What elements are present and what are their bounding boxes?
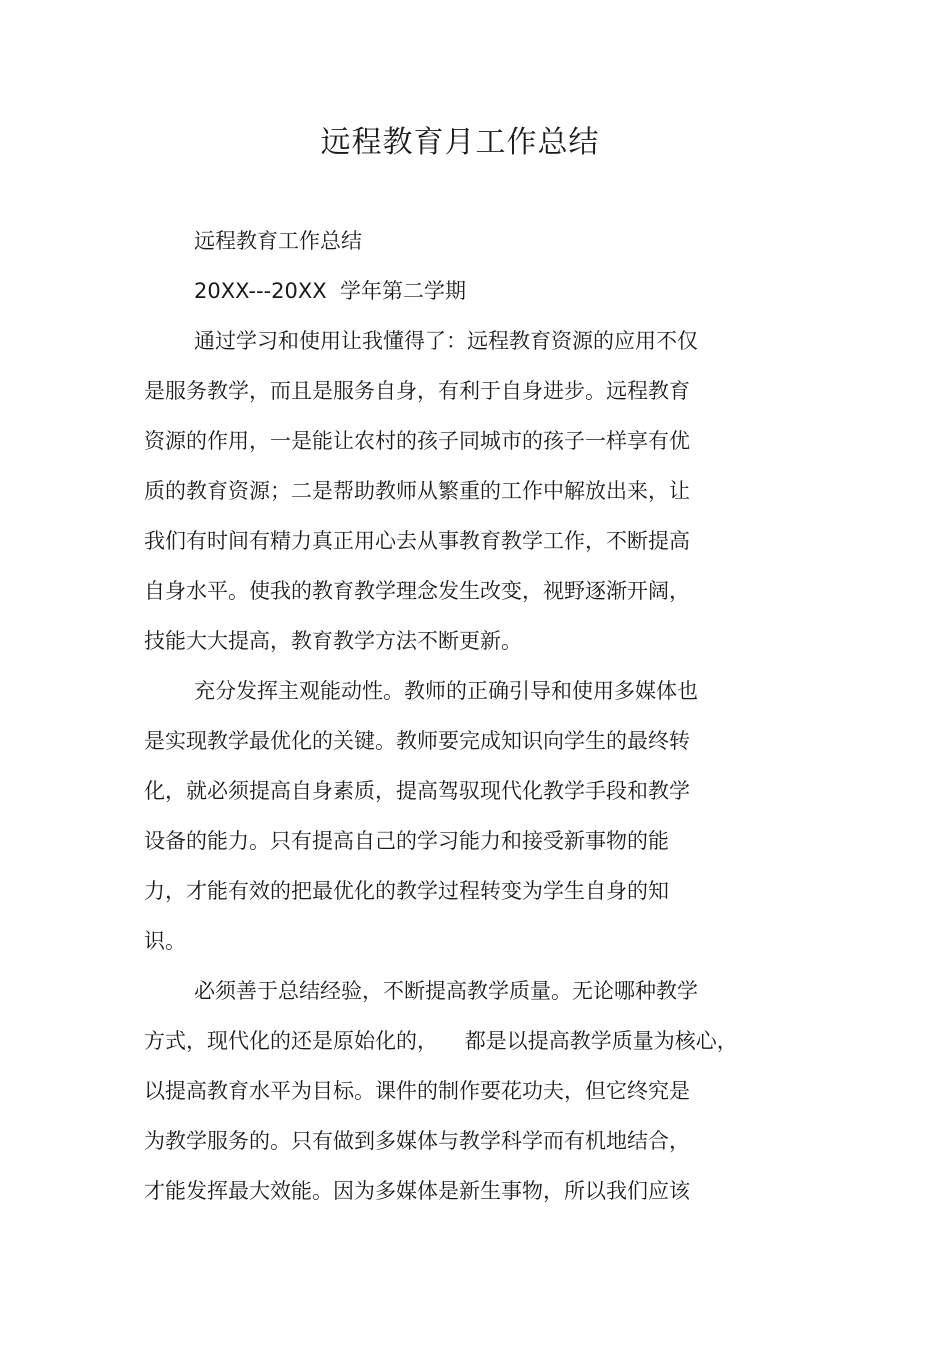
paragraph-1-line-2: 是服务教学，而且是服务自身，有利于自身进步。远程教育: [144, 379, 690, 403]
paragraph-2-line-5: 力，才能有效的把最优化的教学过程转变为学生自身的知: [144, 879, 669, 903]
term-line: 20XX---20XX 学年第二学期: [194, 279, 467, 303]
paragraph-1-line-1: 通过学习和使用让我懂得了：远程教育资源的应用不仅: [194, 329, 698, 353]
paragraph-1-line-6: 自身水平。使我的教育教学理念发生改变，视野逐渐开阔，: [144, 579, 690, 603]
paragraph-2-line-2: 是实现教学最优化的关键。教师要完成知识向学生的最终转: [144, 729, 690, 753]
paragraph-1-line-3: 资源的作用，一是能让农村的孩子同城市的孩子一样享有优: [144, 429, 690, 453]
paragraph-2-line-1: 充分发挥主观能动性。教师的正确引导和使用多媒体也: [194, 679, 698, 703]
paragraph-3-line-1: 必须善于总结经验，不断提高教学质量。无论哪种教学: [194, 979, 698, 1003]
paragraph-1-line-4: 质的教育资源；二是帮助教师从繁重的工作中解放出来，让: [144, 479, 690, 503]
paragraph-3-line-3: 以提高教育水平为目标。课件的制作要花功夫，但它终究是: [144, 1079, 690, 1103]
paragraph-3-line-2: 方式，现代化的还是原始化的， 都是以提高教学质量为核心，: [144, 1029, 738, 1053]
paragraph-2-line-6: 识。: [144, 929, 186, 953]
paragraph-1-line-5: 我们有时间有精力真正用心去从事教育教学工作，不断提高: [144, 529, 690, 553]
paragraph-1-line-7: 技能大大提高，教育教学方法不断更新。: [144, 629, 522, 653]
paragraph-3-line-4: 为教学服务的。只有做到多媒体与教学科学而有机地结合，: [144, 1129, 690, 1153]
paragraph-3-line-5: 才能发挥最大效能。因为多媒体是新生事物，所以我们应该: [144, 1179, 690, 1203]
paragraph-2-line-3: 化，就必须提高自身素质，提高驾驭现代化教学手段和教学: [144, 779, 690, 803]
document-title: 远程教育月工作总结: [320, 125, 600, 160]
paragraph-2-line-4: 设备的能力。只有提高自己的学习能力和接受新事物的能: [144, 829, 669, 853]
document-subtitle: 远程教育工作总结: [194, 229, 362, 253]
